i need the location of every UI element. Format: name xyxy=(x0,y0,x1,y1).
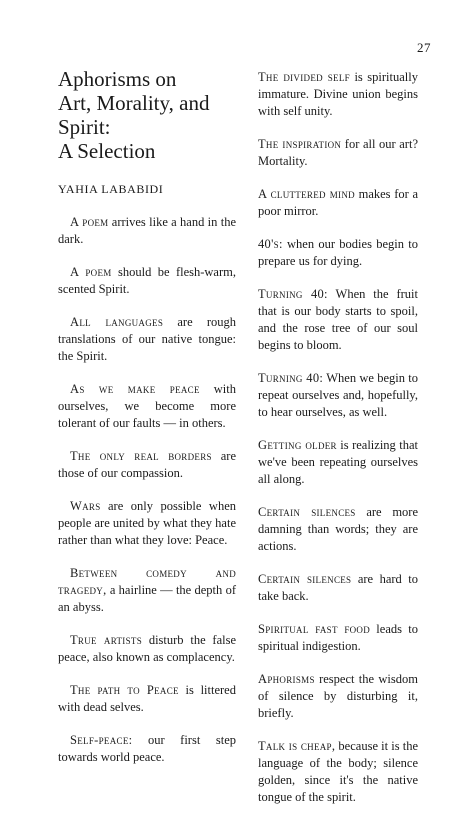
aphorism xyxy=(58,632,236,666)
aphorism-lead: The inspiration xyxy=(258,137,342,151)
aphorism-lead: Turning 40: xyxy=(258,287,328,301)
aphorism-lead: Talk is cheap, xyxy=(258,739,336,753)
aphorism-lead: As we make peace xyxy=(70,382,200,396)
aphorism-text: leads to spiritual indigestion. xyxy=(258,622,418,653)
aphorism-text: should be flesh-warm, scented Spirit. xyxy=(58,265,236,296)
aphorism xyxy=(58,448,236,482)
aphorism xyxy=(58,565,236,616)
title-line: A Selection xyxy=(58,139,156,163)
aphorism-lead: The path to Peace xyxy=(70,683,179,697)
aphorism-text: When the fruit that is our body starts to spoil, and the rose tree of our soul begins to bloom. xyxy=(258,287,418,352)
aphorism-text: is spiritually immature. Divine union begins with self unity. xyxy=(258,70,418,118)
aphorism xyxy=(258,437,418,488)
aphorism-lead: Between comedy and tragedy, xyxy=(58,566,236,597)
aphorism-text: are more damning than words; they are actions. xyxy=(258,505,418,553)
aphorism-lead: Wars xyxy=(70,499,101,513)
aphorism xyxy=(258,370,418,421)
aphorism-text: for all our art? Mortality. xyxy=(258,137,418,168)
aphorism-lead: 40's: xyxy=(258,237,283,251)
aphorism-text: disturb the false peace, also known as complacency. xyxy=(58,633,237,664)
aphorism xyxy=(258,286,418,354)
aphorism-lead: True artists xyxy=(70,633,143,647)
aphorism-lead: Certain silences xyxy=(258,505,356,519)
aphorism xyxy=(258,504,418,555)
aphorism xyxy=(258,236,418,270)
page-number: 27 xyxy=(417,40,431,55)
aphorism-text: are only possible when people are united by what they hate rather than what they love: Peace. xyxy=(58,499,236,547)
title-line: Spirit: xyxy=(58,115,111,139)
aphorism-text: when our bodies begin to prepare us for dying. xyxy=(258,237,418,268)
right-column xyxy=(258,69,418,822)
aphorism-lead: All languages xyxy=(70,315,164,329)
title-line: Aphorisms on xyxy=(58,67,177,91)
aphorism-lead: A cluttered mind xyxy=(258,187,355,201)
aphorism xyxy=(258,621,418,655)
aphorism-text: are hard to take back. xyxy=(258,572,418,603)
aphorism-lead: The divided self xyxy=(258,70,350,84)
aphorism-lead: Getting older xyxy=(258,438,337,452)
aphorism xyxy=(258,671,418,722)
aphorism-text: arrives like a hand in the dark. xyxy=(58,215,236,246)
aphorism xyxy=(58,214,236,248)
aphorism-text: respect the wisdom of silence by disturbing it, briefly. xyxy=(258,672,418,720)
aphorism-text: is littered with dead selves. xyxy=(58,683,236,714)
aphorism xyxy=(58,314,236,365)
aphorism-lead: Aphorisms xyxy=(258,672,315,686)
aphorism xyxy=(258,69,418,120)
aphorism xyxy=(258,136,418,170)
aphorism-lead: Turning 40: xyxy=(258,371,324,385)
aphorism xyxy=(258,186,418,220)
aphorism-text: our first step towards world peace. xyxy=(58,733,236,764)
aphorism-text: because it is the language of the body; silence golden, since it's the native tongue of the spirit. xyxy=(258,739,418,804)
aphorism-text: a hairline — the depth of an abyss. xyxy=(58,583,236,614)
aphorism-text: are rough translations of our native tongue: the Spirit. xyxy=(58,315,236,363)
aphorism xyxy=(58,682,236,716)
left-column xyxy=(58,214,236,782)
aphorism-lead: A poem xyxy=(70,215,109,229)
aphorism xyxy=(58,381,236,432)
aphorism-text: When we begin to repeat ourselves and, hopefully, to hear ourselves, as well. xyxy=(258,371,418,419)
aphorism-lead: Self-peace: xyxy=(70,733,133,747)
author-name: YAHIA LABABIDI xyxy=(58,182,164,196)
aphorism-text: is realizing that we've been repeating ourselves all along. xyxy=(258,438,418,486)
title-line: Art, Morality, and xyxy=(58,91,210,115)
aphorism xyxy=(58,264,236,298)
aphorism xyxy=(258,571,418,605)
aphorism-text: with ourselves, we become more tolerant of our faults — in others. xyxy=(58,382,236,430)
aphorism-lead: A poem xyxy=(70,265,112,279)
aphorism xyxy=(258,738,418,806)
aphorism-lead: Spiritual fast food xyxy=(258,622,371,636)
aphorism-text: makes for a poor mirror. xyxy=(258,187,418,218)
page-title xyxy=(58,67,248,163)
aphorism-lead: The only real borders xyxy=(70,449,212,463)
aphorism-lead: Certain silences xyxy=(258,572,352,586)
aphorism xyxy=(58,732,236,766)
aphorism xyxy=(58,498,236,549)
aphorism-text: are those of our compassion. xyxy=(58,449,236,480)
